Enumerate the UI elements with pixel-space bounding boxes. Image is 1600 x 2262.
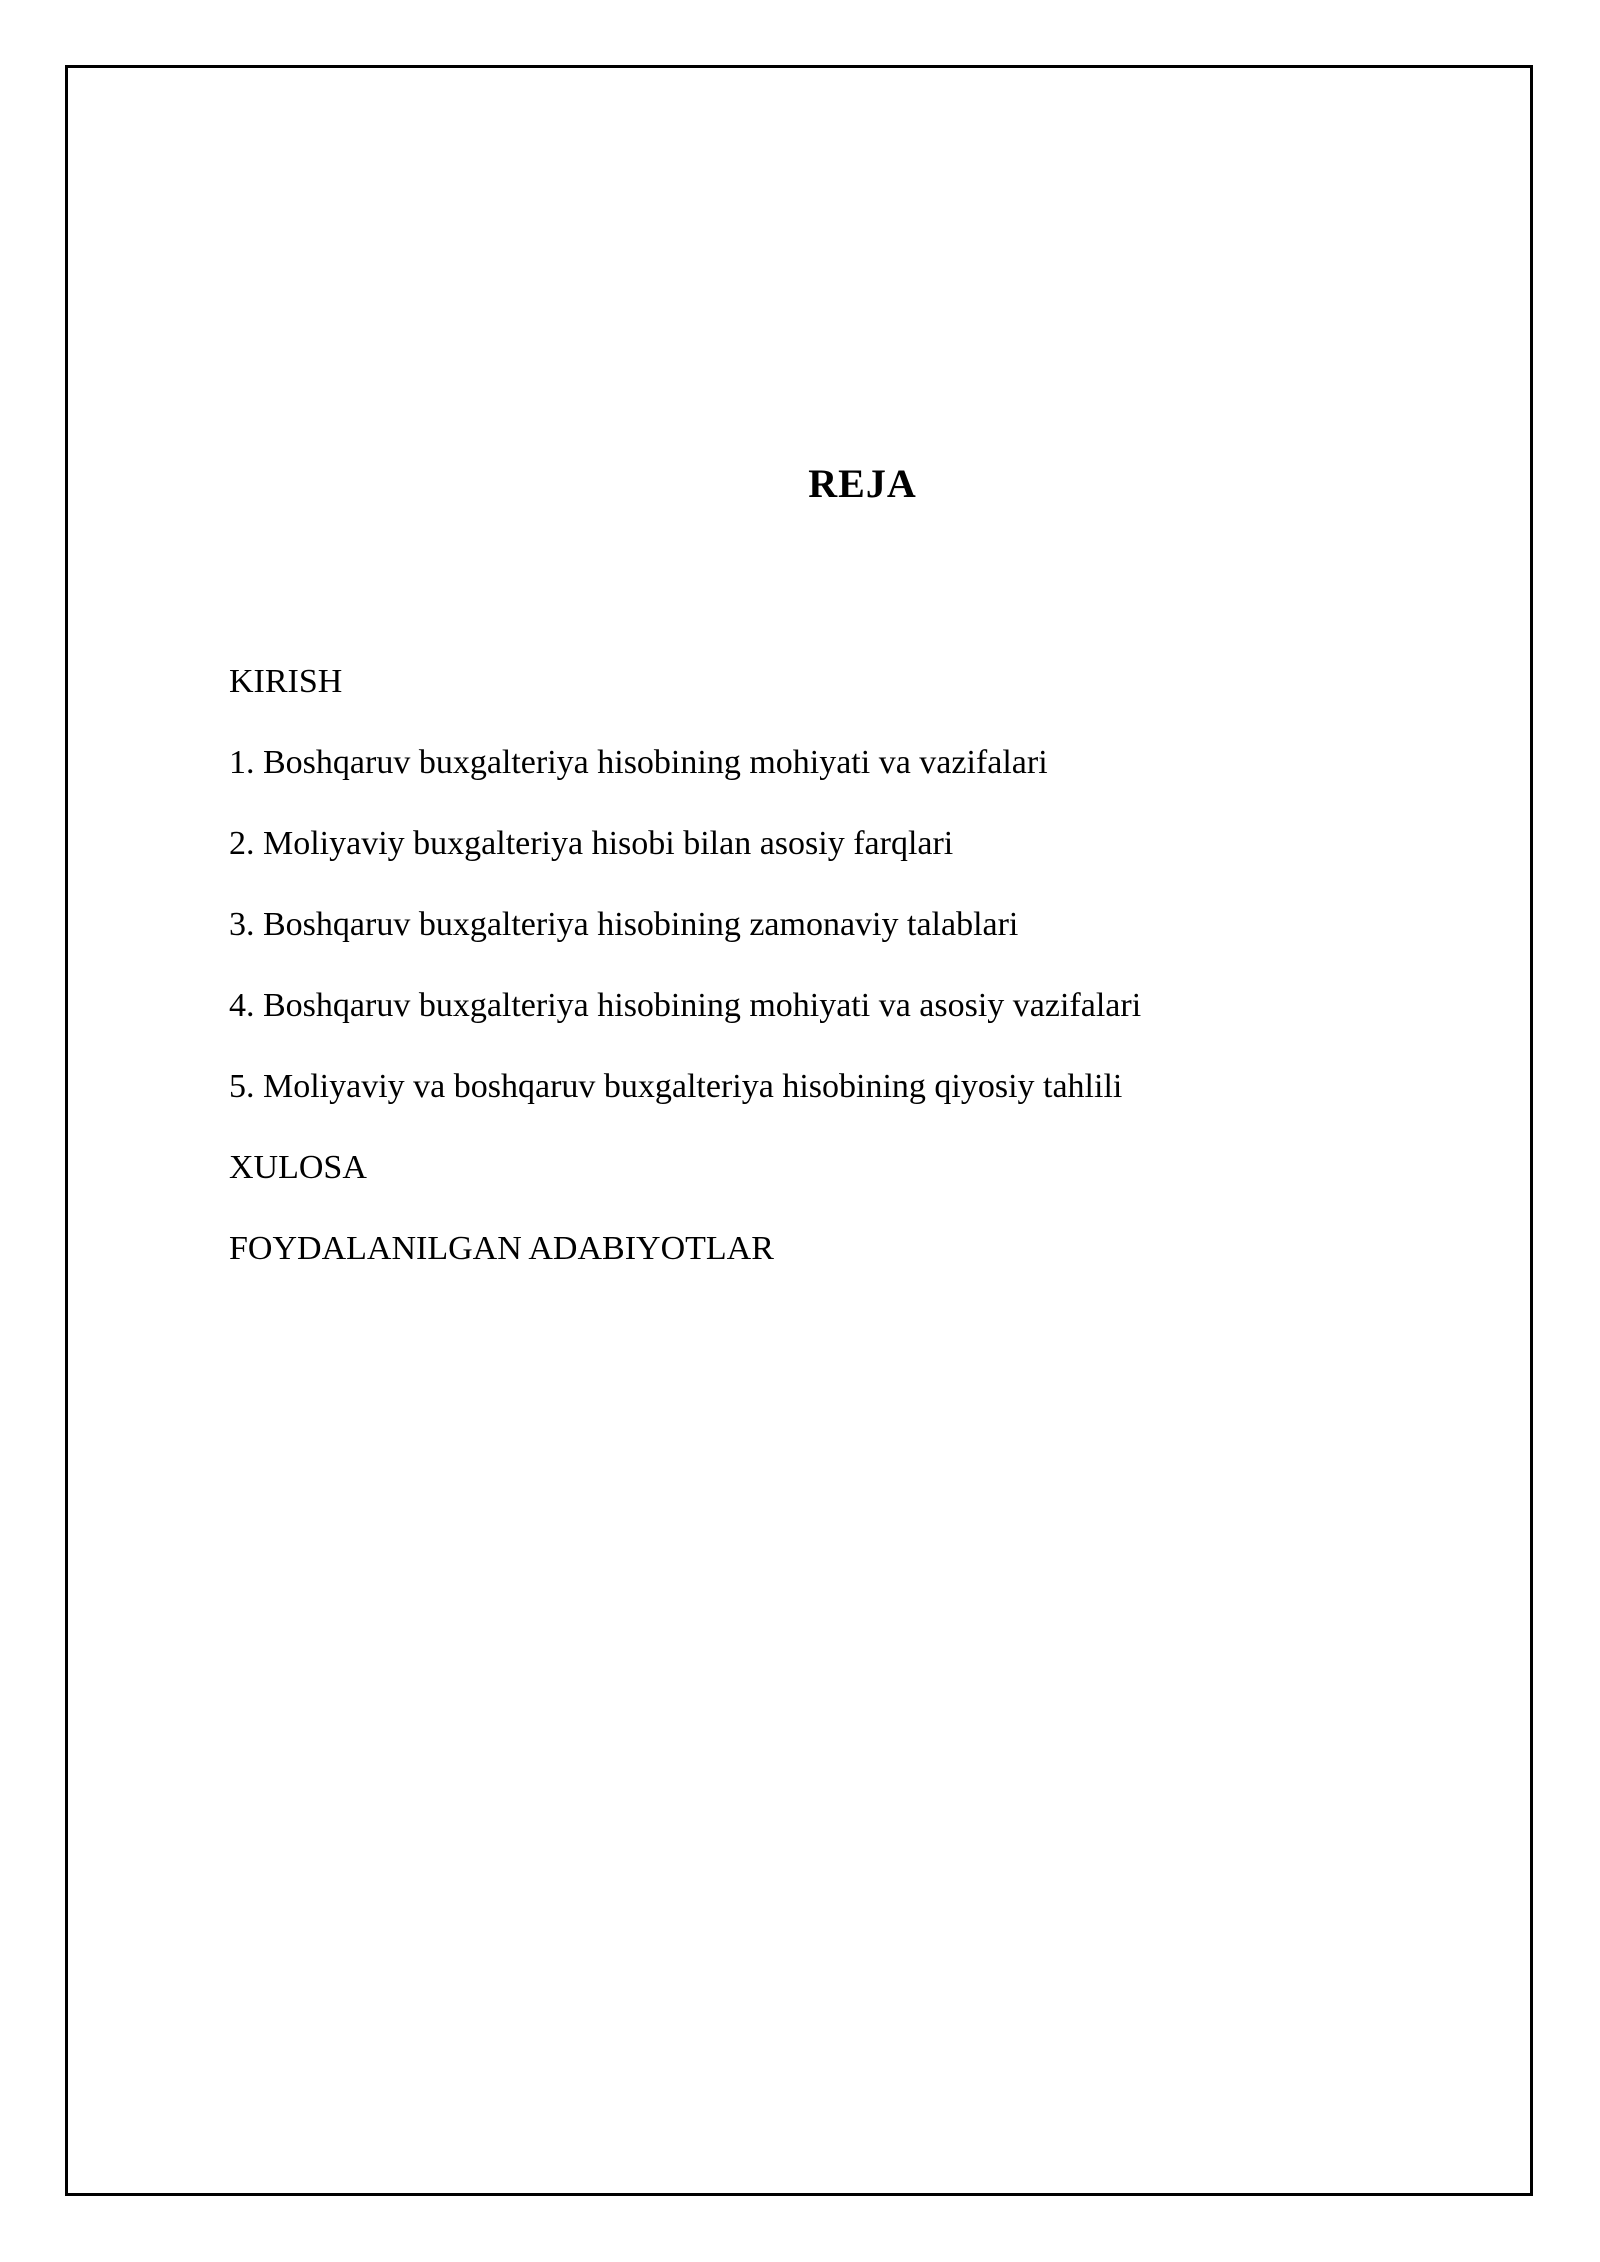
page-title: REJA — [808, 461, 917, 506]
toc-item-references: FOYDALANILGAN ADABIYOTLAR — [229, 1230, 774, 1267]
toc-item-2: 2. Moliyaviy buxgalteriya hisobi bilan asosiy farqlari — [229, 825, 954, 862]
toc-item-5: 5. Moliyaviy va boshqaruv buxgalteriya hisobining qiyosiy tahlili — [229, 1068, 1123, 1105]
table-of-contents — [229, 641, 1141, 1289]
toc-item-1: 1. Boshqaruv buxgalteriya hisobining mohiyati va vazifalari — [229, 744, 1048, 781]
toc-item-introduction: KIRISH — [229, 663, 343, 700]
toc-item-3: 3. Boshqaruv buxgalteriya hisobining zamonaviy talablari — [229, 906, 1019, 943]
toc-item-conclusion: XULOSA — [229, 1149, 367, 1186]
toc-item-4: 4. Boshqaruv buxgalteriya hisobining mohiyati va asosiy vazifalari — [229, 987, 1142, 1024]
